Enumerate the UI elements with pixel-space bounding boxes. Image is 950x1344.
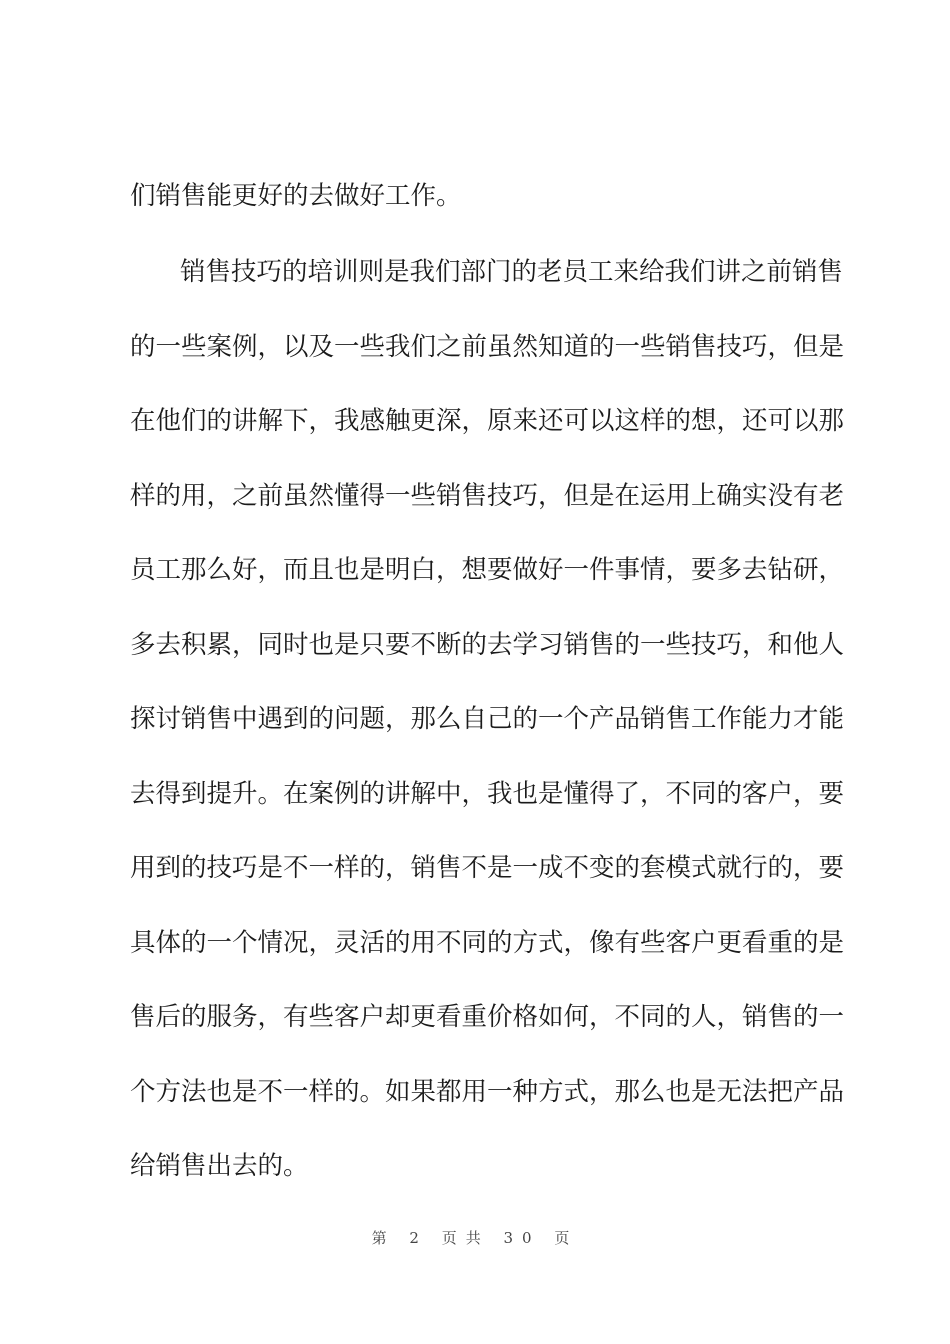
paragraph-2-line: 员工那么好，而且也是明白，想要做好一件事情，要多去钻研， — [130, 555, 845, 585]
paragraph-2-line: 的一些案例，以及一些我们之前虽然知道的一些销售技巧，但是 — [130, 332, 845, 362]
paragraph-2-line: 样的用，之前虽然懂得一些销售技巧，但是在运用上确实没有老 — [130, 481, 845, 511]
page-number-footer: 第 2 页共 30 页 — [371, 1229, 579, 1247]
paragraph-1-tail: 们销售能更好的去做好工作。 — [130, 181, 462, 211]
paragraph-2-line: 多去积累，同时也是只要不断的去学习销售的一些技巧，和他人 — [130, 630, 845, 660]
paragraph-2-line: 具体的一个情况，灵活的用不同的方式，像有些客户更看重的是 — [130, 928, 845, 958]
paragraph-2-line: 给销售出去的。 — [130, 1151, 309, 1181]
paragraph-2-line: 用到的技巧是不一样的，销售不是一成不变的套模式就行的，要 — [130, 853, 845, 883]
paragraph-2-line: 去得到提升。在案例的讲解中，我也是懂得了，不同的客户，要 — [130, 779, 845, 809]
paragraph-2-line: 在他们的讲解下，我感触更深，原来还可以这样的想，还可以那 — [130, 406, 845, 436]
paragraph-2-line: 销售技巧的培训则是我们部门的老员工来给我们讲之前销售 — [180, 257, 844, 287]
paragraph-2-line: 售后的服务，有些客户却更看重价格如何，不同的人，销售的一 — [130, 1002, 845, 1032]
paragraph-2-line: 探讨销售中遇到的问题，那么自己的一个产品销售工作能力才能 — [130, 704, 845, 734]
paragraph-2-line: 个方法也是不一样的。如果都用一种方式，那么也是无法把产品 — [130, 1077, 845, 1107]
